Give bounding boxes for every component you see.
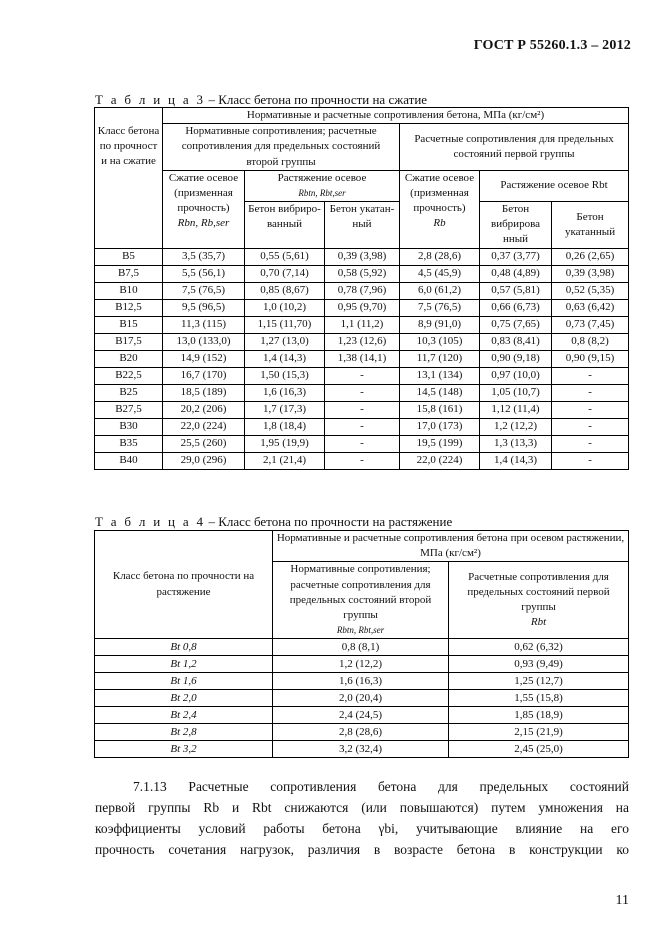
table3-cell: 4,5 (45,9) — [400, 265, 480, 282]
table4-head-calc-symbol: Rbt — [530, 616, 547, 629]
table3-row — [95, 333, 629, 350]
table3-cell: 0,57 (5,81) — [480, 282, 552, 299]
table3-cell: 11,7 (120) — [400, 350, 480, 367]
table3-cell: 8,9 (91,0) — [400, 316, 480, 333]
table3-cell: - — [552, 401, 629, 418]
table4-cell: Bt 1,6 — [95, 673, 273, 690]
table4-head-top: Нормативные и расчетные сопротивления бетона при осевом растяжении, МПа (кг/см²) — [273, 531, 629, 562]
table3-row — [95, 367, 629, 384]
table4-row — [95, 673, 629, 690]
table3-caption — [95, 92, 427, 108]
table3-cell: 14,9 (152) — [163, 350, 245, 367]
table3-cell: - — [552, 435, 629, 452]
table3-head-compress-calc — [400, 170, 480, 248]
table4-cell: Bt 2,0 — [95, 690, 273, 707]
table4-cell: 1,55 (15,8) — [449, 690, 629, 707]
table4-head-norm-text: Нормативные сопротивления; расчетные сопротивления для предельных состояний второй группы — [289, 563, 432, 621]
table3-cell: 0,73 (7,45) — [552, 316, 629, 333]
table3-cell: 1,0 (10,2) — [245, 299, 325, 316]
paragraph-line-2: первой группы Rb и Rbt снижаются (или повышаются) путем умножения на — [95, 800, 629, 815]
table3-row — [95, 265, 629, 282]
table4-cell: 2,4 (24,5) — [273, 707, 449, 724]
table3-cell: - — [325, 418, 400, 435]
table4-concrete-tension — [94, 530, 629, 758]
table4-row — [95, 707, 629, 724]
table3-cell: 13,1 (134) — [400, 367, 480, 384]
table4-cell: 1,2 (12,2) — [273, 656, 449, 673]
table3-cell: 1,4 (14,3) — [245, 350, 325, 367]
body-paragraph-7-1-13 — [95, 776, 629, 860]
table3-cell: - — [552, 367, 629, 384]
table4-body — [95, 639, 629, 758]
table3-cell: 15,8 (161) — [400, 401, 480, 418]
table4-head-norm — [273, 562, 449, 639]
table4-caption-prefix: Т а б л и ц а 4 — [95, 514, 206, 529]
table3-row — [95, 452, 629, 469]
table3-cell: - — [552, 384, 629, 401]
table3-cell: - — [325, 384, 400, 401]
table3-cell: 0,97 (10,0) — [480, 367, 552, 384]
table3-cell: B10 — [95, 282, 163, 299]
table3-cell: 3,5 (35,7) — [163, 248, 245, 265]
table3-cell: 2,8 (28,6) — [400, 248, 480, 265]
table3-head-tension-norm — [245, 170, 400, 201]
table3-cell: 0,39 (3,98) — [552, 265, 629, 282]
table3-head-compress-norm-text: Сжатие осевое (призменная прочность) — [168, 171, 239, 215]
paragraph-line-4: прочность сочетания нагрузок, различия в возрасте бетона в конструкции ко — [95, 842, 629, 857]
table3-head-rolled-calc: Бетон укатанный — [552, 202, 629, 249]
table3-cell: 1,95 (19,9) — [245, 435, 325, 452]
table3-cell: 0,90 (9,15) — [552, 350, 629, 367]
table3-cell: B7,5 — [95, 265, 163, 282]
table3-cell: 5,5 (56,1) — [163, 265, 245, 282]
table3-row — [95, 350, 629, 367]
table3-cell: 1,2 (12,2) — [480, 418, 552, 435]
paragraph-line-1-text: 7.1.13 Расчетные сопротивления бетона для предельных состояний — [133, 779, 629, 794]
table3-caption-prefix: Т а б л и ц а 3 — [95, 92, 206, 107]
table3-head-compress-calc-symbol: Rb — [433, 217, 446, 230]
table3-cell: 0,26 (2,65) — [552, 248, 629, 265]
table4-cell: Bt 2,4 — [95, 707, 273, 724]
table3-cell: 0,55 (5,61) — [245, 248, 325, 265]
table3-cell: 11,3 (115) — [163, 316, 245, 333]
table3-head-compress-norm-symbol: Rbn, Rb,ser — [177, 217, 230, 230]
table3-cell: 7,5 (76,5) — [400, 299, 480, 316]
table3-cell: - — [552, 418, 629, 435]
table4-cell: 2,0 (20,4) — [273, 690, 449, 707]
table3-cell: 1,3 (13,3) — [480, 435, 552, 452]
table3-cell: 1,8 (18,4) — [245, 418, 325, 435]
table4-cell: Bt 1,2 — [95, 656, 273, 673]
table3-head-rolled-norm: Бетон укатан-ный — [325, 202, 400, 249]
table3-cell: - — [325, 401, 400, 418]
table3-cell: 1,05 (10,7) — [480, 384, 552, 401]
table3-cell: B15 — [95, 316, 163, 333]
table3-cell: B30 — [95, 418, 163, 435]
table3-cell: 0,63 (6,42) — [552, 299, 629, 316]
table3-cell: 14,5 (148) — [400, 384, 480, 401]
table4-cell: Bt 2,8 — [95, 724, 273, 741]
table3-cell: 0,90 (9,18) — [480, 350, 552, 367]
table3-cell: - — [325, 452, 400, 469]
table3-head-compress-norm — [163, 170, 245, 248]
page-number: 11 — [615, 893, 629, 908]
table3-cell: 0,39 (3,98) — [325, 248, 400, 265]
table3-cell: 9,5 (96,5) — [163, 299, 245, 316]
table3-cell: 0,58 (5,92) — [325, 265, 400, 282]
table3-head-compress-calc-text: Сжатие осевое (призменная прочность) — [404, 171, 475, 215]
table4-cell: Bt 0,8 — [95, 639, 273, 656]
table3-cell: - — [325, 435, 400, 452]
table4-caption-text: – Класс бетона по прочности на растяжение — [205, 514, 453, 529]
table3-cell: 10,3 (105) — [400, 333, 480, 350]
table3-head-group2: Нормативные сопротивления; расчетные сопротивления для предельных состояний второй группы — [163, 124, 400, 171]
table4-cell: 2,45 (25,0) — [449, 741, 629, 758]
table4-cell: 2,8 (28,6) — [273, 724, 449, 741]
table3-head-group1: Расчетные сопротивления для предельных состояний первой группы — [400, 124, 629, 171]
paragraph-line-1 — [95, 776, 629, 797]
table3-cell: 17,0 (173) — [400, 418, 480, 435]
table3-row — [95, 384, 629, 401]
table4-cell: 1,25 (12,7) — [449, 673, 629, 690]
table3-cell: 7,5 (76,5) — [163, 282, 245, 299]
table3-cell: 25,5 (260) — [163, 435, 245, 452]
table3-head-class: Класс бетона по прочност и на сжатие — [95, 108, 163, 249]
table3-row — [95, 248, 629, 265]
table4-cell: 0,93 (9,49) — [449, 656, 629, 673]
table3-row — [95, 435, 629, 452]
table3-cell: 22,0 (224) — [400, 452, 480, 469]
table3-head-vibrated-calc: Бетон вибрирова нный — [480, 202, 552, 249]
table4-head-calc-text: Расчетные сопротивления для предельных состояний первой группы — [467, 570, 610, 614]
table3-cell: 0,66 (6,73) — [480, 299, 552, 316]
table3-cell: 16,7 (170) — [163, 367, 245, 384]
table3-cell: B35 — [95, 435, 163, 452]
table3-cell: 1,4 (14,3) — [480, 452, 552, 469]
table3-row — [95, 418, 629, 435]
table4-head-class: Класс бетона по прочности на растяжение — [95, 531, 273, 639]
table3-cell: 1,6 (16,3) — [245, 384, 325, 401]
table3-cell: - — [552, 452, 629, 469]
table3-row — [95, 282, 629, 299]
table3-body — [95, 248, 629, 469]
paragraph-line-3: коэффициенты условий работы бетона γbi, учитывающие влияние на его — [95, 821, 629, 836]
table3-head-tension-calc: Растяжение осевое Rbt — [480, 170, 629, 201]
table3-head-tension-norm-text: Растяжение осевое — [277, 171, 367, 184]
table3-head-top: Нормативные и расчетные сопротивления бетона, МПа (кг/см²) — [163, 108, 629, 124]
table3-cell: 2,1 (21,4) — [245, 452, 325, 469]
table3-cell: 1,12 (11,4) — [480, 401, 552, 418]
table3-cell: 0,52 (5,35) — [552, 282, 629, 299]
table4-row — [95, 741, 629, 758]
table4-cell: 3,2 (32,4) — [273, 741, 449, 758]
table4-cell: 2,15 (21,9) — [449, 724, 629, 741]
table3-cell: 22,0 (224) — [163, 418, 245, 435]
table3-cell: B17,5 — [95, 333, 163, 350]
table3-cell: 1,7 (17,3) — [245, 401, 325, 418]
table4-cell: 0,8 (8,1) — [273, 639, 449, 656]
table3-cell: 0,37 (3,77) — [480, 248, 552, 265]
table3-cell: 0,8 (8,2) — [552, 333, 629, 350]
table3-cell: 0,83 (8,41) — [480, 333, 552, 350]
table3-cell: 0,48 (4,89) — [480, 265, 552, 282]
table3-cell: 1,23 (12,6) — [325, 333, 400, 350]
table3-cell: 20,2 (206) — [163, 401, 245, 418]
table3-head-tension-norm-symbol: Rbtn, Rbt,ser — [298, 187, 346, 198]
table3-cell: 1,27 (13,0) — [245, 333, 325, 350]
table3-head-vibrated-norm: Бетон вибриро-ванный — [245, 202, 325, 249]
table3-cell: 13,0 (133,0) — [163, 333, 245, 350]
table4-head-calc — [449, 562, 629, 639]
table4-caption — [95, 514, 452, 530]
table3-cell: - — [325, 367, 400, 384]
table4-cell: 0,62 (6,32) — [449, 639, 629, 656]
table3-cell: B25 — [95, 384, 163, 401]
table3-cell: 0,75 (7,65) — [480, 316, 552, 333]
table4-row — [95, 639, 629, 656]
table3-cell: B40 — [95, 452, 163, 469]
table3-cell: B22,5 — [95, 367, 163, 384]
table3-cell: 0,70 (7,14) — [245, 265, 325, 282]
table3-cell: 0,95 (9,70) — [325, 299, 400, 316]
table4-cell: 1,85 (18,9) — [449, 707, 629, 724]
table3-concrete-compression — [94, 107, 629, 470]
table3-row — [95, 316, 629, 333]
table3-cell: B5 — [95, 248, 163, 265]
table4-cell: Bt 3,2 — [95, 741, 273, 758]
document-code-header: ГОСТ Р 55260.1.3 – 2012 — [473, 38, 631, 53]
table3-cell: 6,0 (61,2) — [400, 282, 480, 299]
table4-row — [95, 656, 629, 673]
table3-caption-text: – Класс бетона по прочности на сжатие — [205, 92, 428, 107]
table4-row — [95, 724, 629, 741]
table3-cell: 19,5 (199) — [400, 435, 480, 452]
table3-cell: 1,15 (11,70) — [245, 316, 325, 333]
table3-cell: B27,5 — [95, 401, 163, 418]
table3-cell: B20 — [95, 350, 163, 367]
table3-cell: 1,38 (14,1) — [325, 350, 400, 367]
table3-cell: 1,50 (15,3) — [245, 367, 325, 384]
table3-row — [95, 401, 629, 418]
table3-cell: 1,1 (11,2) — [325, 316, 400, 333]
table4-head-norm-symbol: Rbtn, Rbt,ser — [336, 625, 385, 636]
table4-cell: 1,6 (16,3) — [273, 673, 449, 690]
table3-cell: 0,85 (8,67) — [245, 282, 325, 299]
table3-cell: 18,5 (189) — [163, 384, 245, 401]
table3-cell: 29,0 (296) — [163, 452, 245, 469]
table3-row — [95, 299, 629, 316]
table3-cell: B12,5 — [95, 299, 163, 316]
table4-row — [95, 690, 629, 707]
table3-cell: 0,78 (7,96) — [325, 282, 400, 299]
